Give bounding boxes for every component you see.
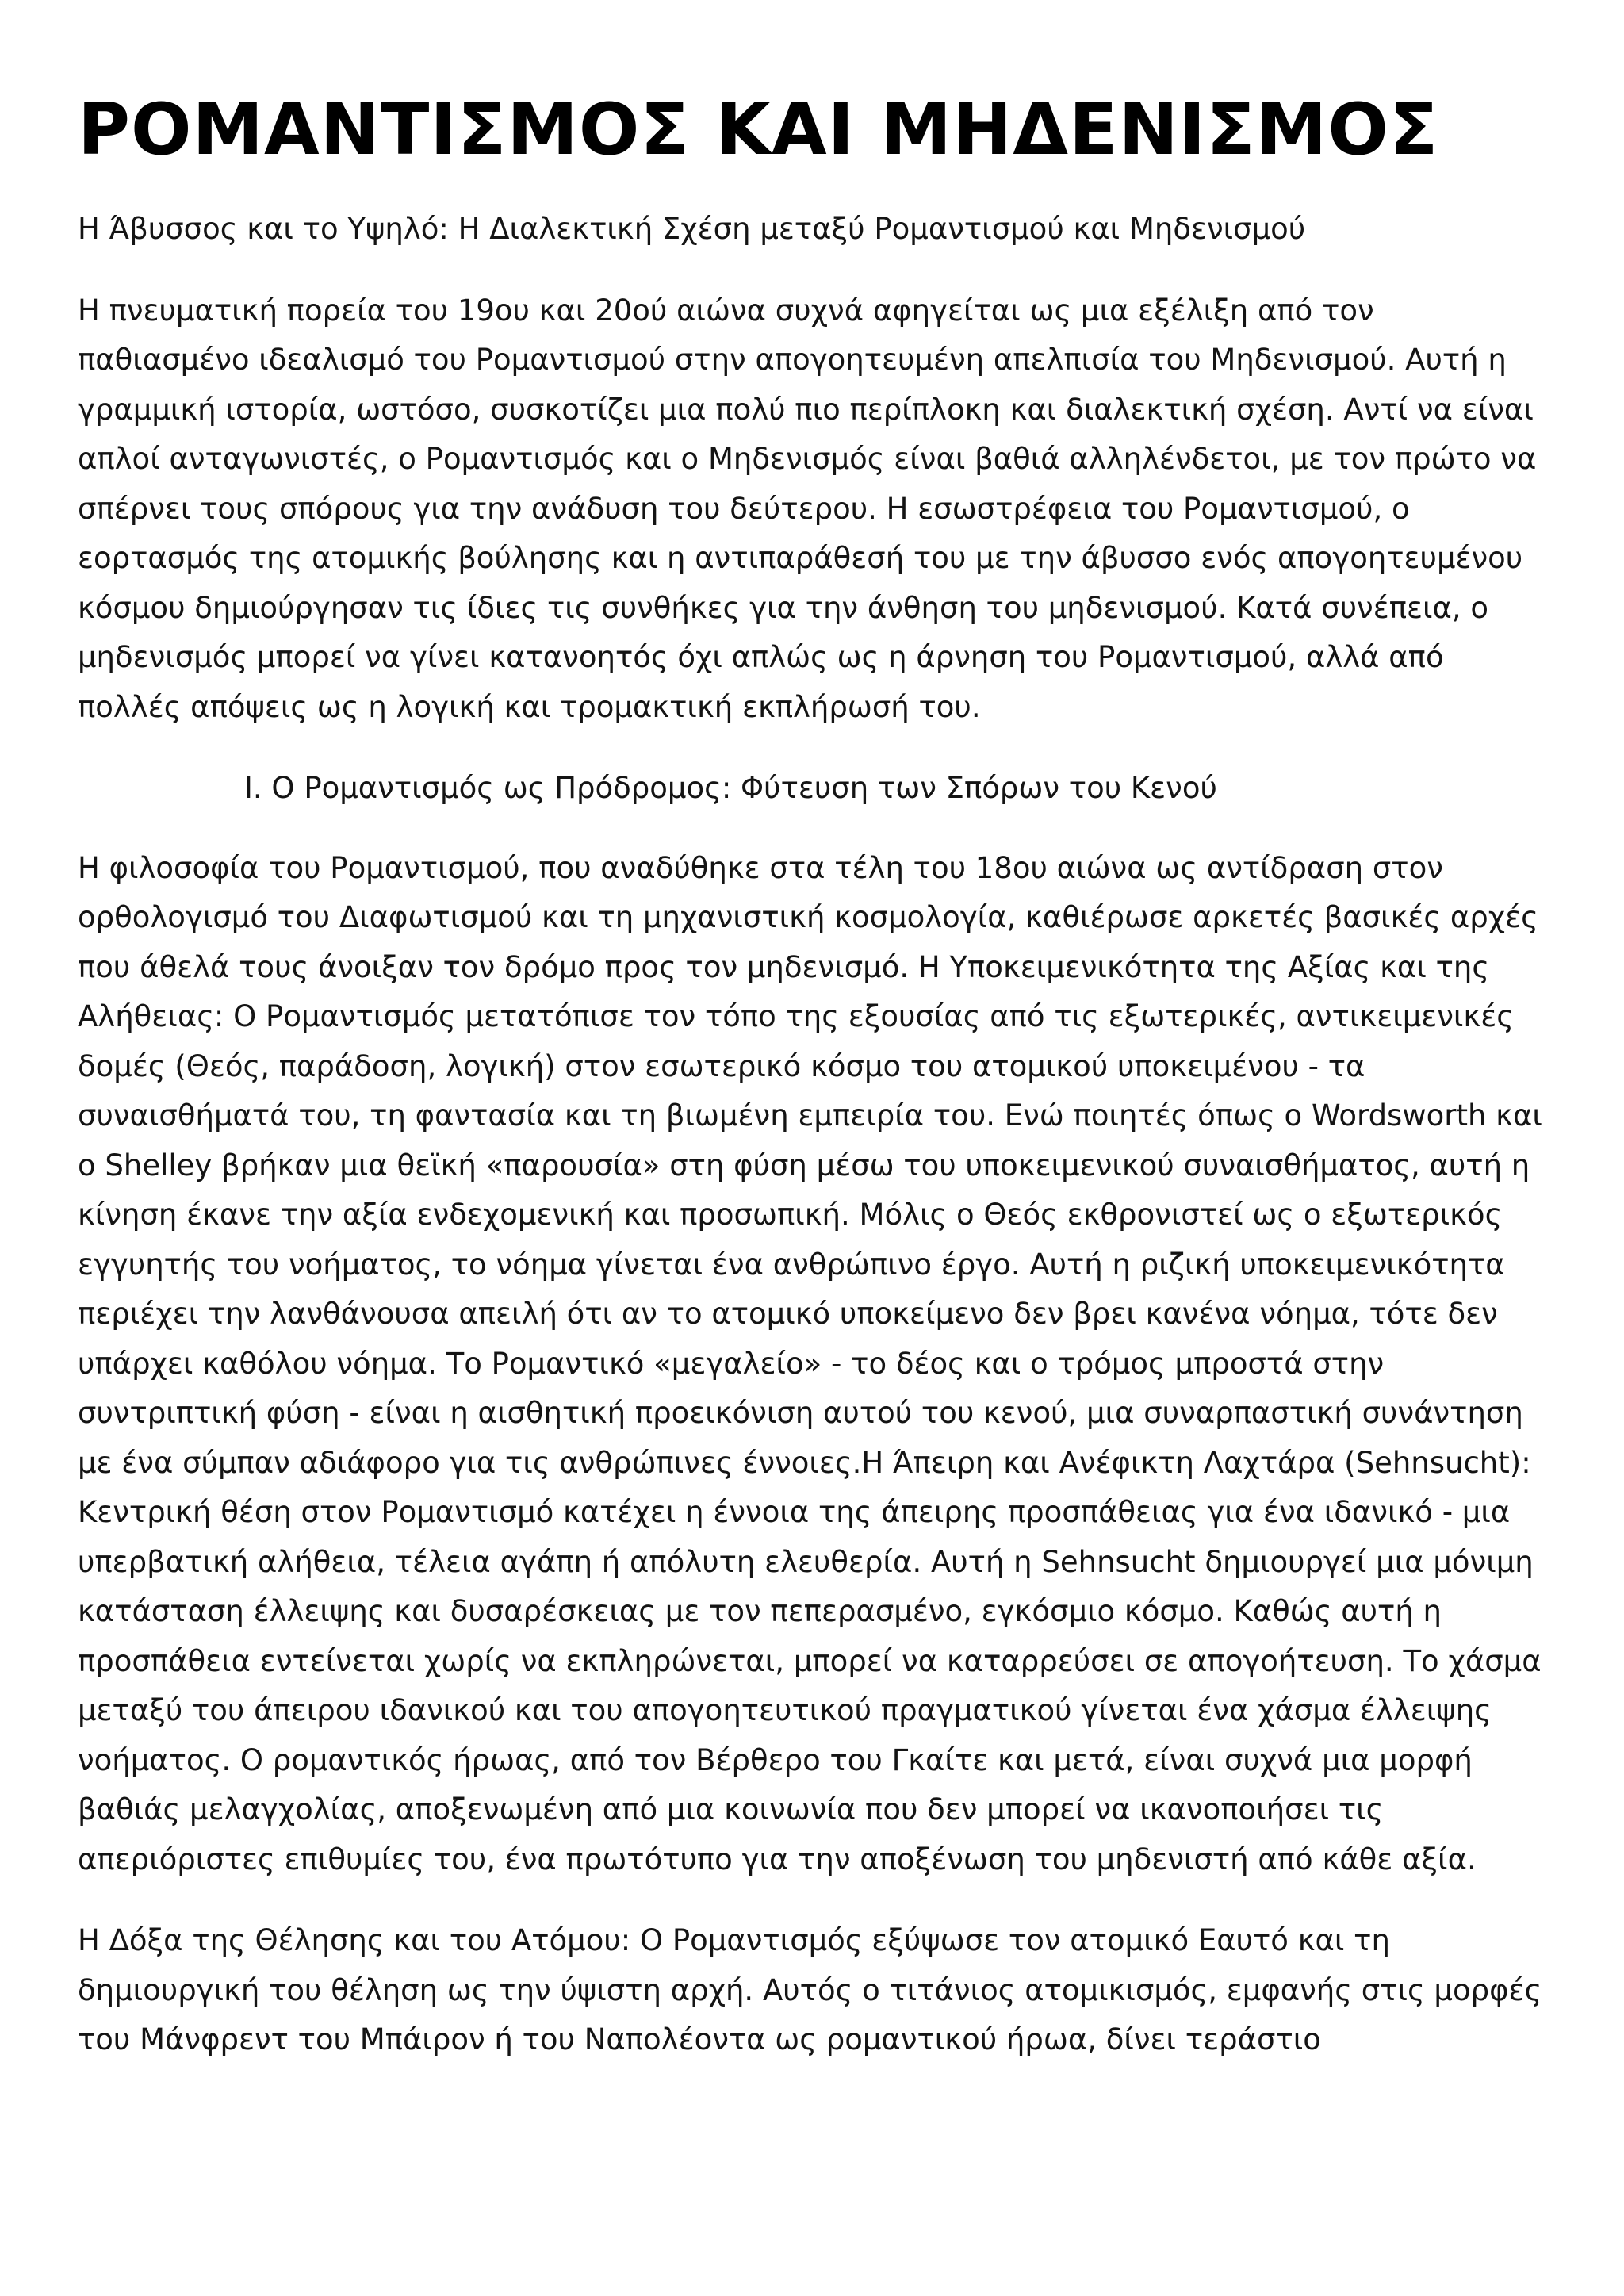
body-paragraph: Η φιλοσοφία του Ρομαντισμού, που αναδύθηκε στα τέλη του 18ου αιώνα ως αντίδραση στον ορθολογισμό του Διαφωτισμού και τη μηχανιστική κοσμολογία, καθιέρωσε αρκετές βασικές αρχές που άθελά τους άνοιξαν τον δρόμο προς τον μηδενισμό. Η Υποκειμενικότητα της Αξίας και της Αλήθειας: Ο Ρομαντισμός μετατόπισε τον τόπο της εξουσίας από τις εξωτερικές, αντικειμενικές δομές (Θεός, παράδοση, λογική) στον εσωτερικό κόσμο του ατομικού υποκειμένου - τα συναισθήματά του, τη φαντασία και τη βιωμένη εμπειρία του. Ενώ ποιητές όπως ο Wordsworth και ο Shelley βρήκαν μια θεϊκή «παρουσία» στη φύση μέσω του υποκειμενικού συναισθήματος, αυτή η κίνηση έκανε την αξία ενδεχομενική και προσωπική. Μόλις ο Θεός εκθρονιστεί ως ο εξωτερικός εγγυητής του νοήματος, το νόημα γίνεται ένα ανθρώπινο έργο. Αυτή η ριζική υποκειμενικότητα περιέχει την λανθάνουσα απειλή ότι αν το ατομικό υποκείμενο δεν βρει κανένα νόημα, τότε δεν υπάρχει καθόλου νόημα. Το Ρομαντικό «μεγαλείο» - το δέος και ο τρόμος μπροστά στην συντριπτική φύση - είναι η αισθητική προεικόνιση αυτού του κενού, μια συναρπαστική συνάντηση με ένα σύμπαν αδιάφορο για τις ανθρώπινες έννοιες.Η Άπειρη και Ανέφικτη Λαχτάρα (Sehnsucht): Κεντρική θέση στον Ρομαντισμό κατέχει η έννοια της άπειρης προσπάθειας για ένα ιδανικό - μια υπερβατική αλήθεια, τέλεια αγάπη ή απόλυτη ελευθερία. Αυτή η Sehnsucht δημιουργεί μια μόνιμη κατάσταση έλλειψης και δυσαρέσκειας με τον πεπερασμένο, εγκόσμιο κόσμο. Καθώς αυτή η προσπάθεια εντείνεται χωρίς να εκπληρώνεται, μπορεί να καταρρεύσει σε απογοήτευση. Το χάσμα μεταξύ του άπειρου ιδανικού και του απογοητευτικού πραγματικού γίνεται ένα χάσμα έλλειψης νοήματος. Ο ρομαντικός ήρωας, από τον Βέρθερο του Γκαίτε και μετά, είναι συχνά μια μορφή βαθιάς μελαγχολίας, αποξενωμένη από μια κοινωνία που δεν μπορεί να ικανοποιήσει τις απεριόριστες επιθυμίες του, ένα πρωτότυπο για την αποξένωση του μηδενιστή από κάθε αξία. <box>78 850 1542 1876</box>
section-heading: I. Ο Ρομαντισμός ως Πρόδρομος: Φύτευση των Σπόρων του Κενού <box>244 771 1217 805</box>
document-subtitle: Η Άβυσσος και το Υψηλό: Η Διαλεκτική Σχέση μεταξύ Ρομαντισμού και Μηδενισμού <box>78 212 1306 246</box>
intro-paragraph: Η πνευματική πορεία του 19ου και 20ού αιώνα συχνά αφηγείται ως μια εξέλιξη από τον παθιασμένο ιδεαλισμό του Ρομαντισμού στην απογοητευμένη απελπισία του Μηδενισμού. Αυτή η γραμμική ιστορία, ωστόσο, συσκοτίζει μια πολύ πιο περίπλοκη και διαλεκτική σχέση. Αντί να είναι απλοί ανταγωνιστές, ο Ρομαντισμός και ο Μηδενισμός είναι βαθιά αλληλένδετοι, με τον πρώτο να σπέρνει τους σπόρους για την ανάδυση του δεύτερου. Η εσωστρέφεια του Ρομαντισμού, ο εορτασμός της ατομικής βούλησης και η αντιπαράθεσή του με την άβυσσο ενός απογοητευμένου κόσμου δημιούργησαν τις ίδιες τις συνθήκες για την άνθηση του μηδενισμού. Κατά συνέπεια, ο μηδενισμός μπορεί να γίνει κατανοητός όχι απλώς ως η άρνηση του Ρομαντισμού, αλλά από πολλές απόψεις ως η λογική και τρομακτική εκπλήρωσή του. <box>78 293 1537 724</box>
body-paragraph: Η Δόξα της Θέλησης και του Ατόμου: Ο Ρομαντισμός εξύψωσε τον ατομικό Εαυτό και τη δημιουργική του θέληση ως την ύψιστη αρχή. Αυτός ο τιτάνιος ατομικισμός, εμφανής στις μορφές του Μάνφρεντ του Μπάιρον ή του Ναπολέοντα ως ρομαντικού ήρωα, δίνει τεράστιο <box>78 1923 1542 2056</box>
document-title: ΡΟΜΑΝΤΙΣΜΟΣ ΚΑΙ ΜΗΔΕΝΙΣΜΟΣ <box>78 88 1439 171</box>
document-page <box>78 82 1553 2097</box>
